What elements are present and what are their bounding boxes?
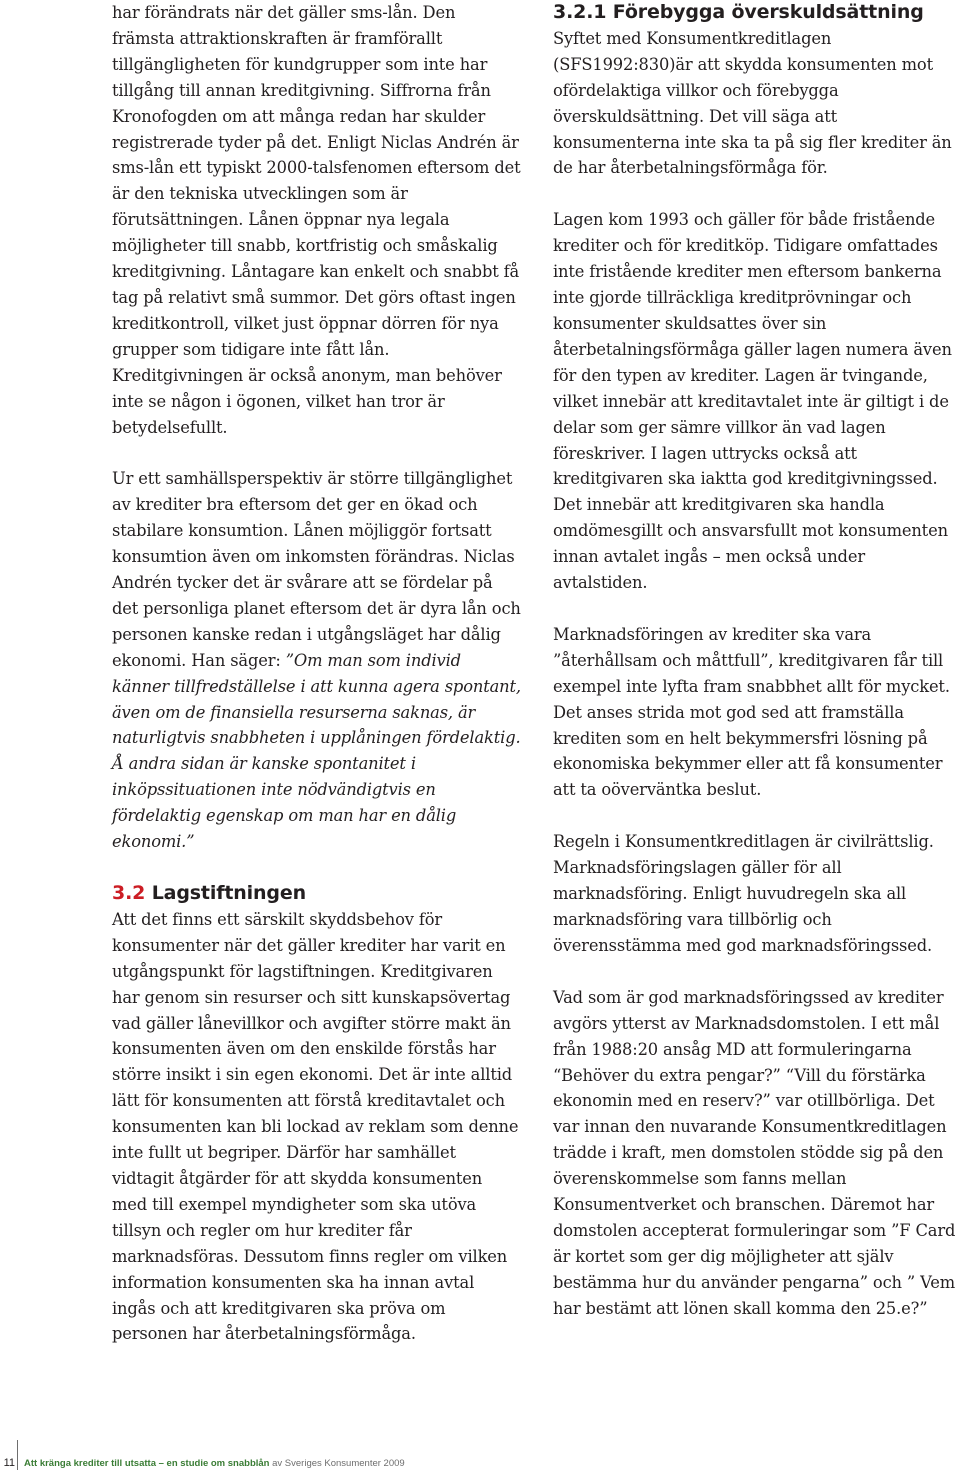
section-heading (112, 881, 522, 907)
body-paragraph: har förändrats när det gäller sms-lån. Den främsta attraktionskraften är framförallt tillgängligheten för kundgrupper som inte har tillgång till annan kreditgivning. Siffrorna från Kronofogden om att många redan har skulder registrerade tyder på det. Enligt Niclas Andrén är sms-lån ett typiskt 2000-talsfenomen eftersom det är den tekniska utvecklingen som är förutsättningen. Lånen öppnar nya legala möjligheter till snabb, kortfristig och småskalig kreditgivning. Låntagare kan enkelt och snabbt få tag på relativt små summor. Det görs oftast ingen kreditkontroll, vilket just öppnar dörren för nya grupper som tidigare inte fått lån. Kreditgivningen är också anonym, man behöver inte se någon i ögonen, vilket han tror är betydelsefullt. (112, 3, 521, 437)
right-column (553, 0, 960, 1322)
body-paragraph (112, 466, 522, 855)
publication-byline: av Sveriges Konsumenter 2009 (269, 1458, 405, 1469)
body-paragraph: Regeln i Konsumentkreditlagen är civilrättslig. Marknadsföringslagen gäller för all marknadsföring. Enligt huvudregeln ska all marknadsföring vara tillbörlig och överensstämma med god marknadsföringssed. (553, 832, 934, 955)
footer-divider (17, 1440, 18, 1470)
page-number: 11 (3, 1457, 15, 1469)
section-title: Lagstiftningen (151, 882, 306, 904)
body-paragraph: Syftet med Konsumentkreditlagen (SFS1992:830)är att skydda konsumenten mot ofördelaktiga villkor och förebygga överskuldsättning. Det vill säga att konsumenterna inte ska ta på sig fler krediter än de har återbetalningsförmåga för. (553, 28, 952, 178)
paragraph-text: Ur ett samhällsperspektiv är större tillgänglighet av krediter bra eftersom det ger en ökad och stabilare konsumtion. Lånen möjliggör fortsatt konsumtion även om inkomsten förändras. Niclas Andrén tycker det är svårare att se fördelar på det personliga planet eftersom det är dyra lån och personen kanske redan i utgångsläget har dålig ekonomi. Han säger: (112, 469, 521, 670)
body-paragraph: Marknadsföringen av krediter ska vara ”återhållsam och måttfull”, kreditgivaren får till exempel inte lyfta fram snabbhet allt för mycket. Det anses strida mot god sed att framställa krediten som en helt bekymmersfri lösning på ekonomiska bekymmer eller att få konsumenter att ta oöverväntka beslut. (553, 624, 950, 800)
page-footer (0, 1440, 960, 1473)
section-number: 3.2 (112, 882, 146, 904)
body-paragraph: Att det finns ett särskilt skyddsbehov för konsumenter när det gäller krediter har varit en utgångspunkt för lagstiftningen. Kreditgivaren har genom sin resurser och sitt kunskapsövertag vad gäller lånevillkor och avgifter större makt än konsumenten även om den enskilde förstås har större insikt i sin egen ekonomi. Det är inte alltid lätt för konsumenten att förstå kreditavtalet och konsumenten kan bli lockad av reklam som denne inte fullt ut begriper. Därför har samhället vidtagit åtgärder för att skydda konsumenten med till exempel myndigheter som ska utöva tillsyn och regler om hur krediter får marknadsföras. Dessutom finns regler om vilken information konsumenten ska ha innan avtal ingås och att kreditgivaren ska pröva om personen har återbetalningsförmåga. (112, 909, 519, 1344)
left-column (112, 0, 522, 1347)
body-paragraph: Vad som är god marknadsföringssed av krediter avgörs ytterst av Marknadsdomstolen. I ett mål från 1988:20 ansåg MD att formuleringarna “Behöver du extra pengar?” “Vill du förstärka ekonomin med en reserv?” var otillbörliga. Det var innan den nuvarande Konsumentkreditlagen trädde i kraft, men domstolen stödde sig på den överenskommelse som fanns mellan Konsumentverket och branschen. Däremot har domstolen accepterat formuleringar som ”F Card är kortet som ger dig möjligheter att själv bestämma hur du använder pengarna” och ” Vem har bestämt att lönen skall komma den 25.e?” (553, 987, 956, 1318)
subsection-heading: 3.2.1 Förebygga överskuldsättning (553, 1, 924, 23)
footer-title (24, 1458, 405, 1469)
italic-quote: ”Om man som individ känner tillfredställelse i att kunna agera spontant, även om de finansiella resurserna saknas, är naturligtvis snabbheten i upplåningen fördelaktig. Å andra sidan är kanske spontanitet i inköpssituationen inte nödvändigtvis en fördelaktig egenskap om man har en dålig ekonomi.” (112, 650, 521, 852)
publication-title: Att kränga krediter till utsatta – en studie om snabblån (24, 1458, 270, 1469)
body-paragraph: Lagen kom 1993 och gäller för både fristående krediter och för kreditköp. Tidigare omfattades inte fristående krediter men eftersom bankerna inte gjorde tillräckliga kreditprövningar och konsumenter skuldsattes över sin återbetalningsförmåga gäller lagen numera även för den typen av krediter. Lagen är tvingande, vilket innebär att kreditavtalet inte är giltigt i de delar som ger sämre villkor än vad lagen föreskriver. I lagen uttrycks också att kreditgivaren ska iaktta god kreditgivningssed. Det innebär att kreditgivaren ska handla omdömesgillt och ansvarsfullt mot konsumenten innan avtalet ingås – men också under avtalstiden. (553, 210, 952, 593)
